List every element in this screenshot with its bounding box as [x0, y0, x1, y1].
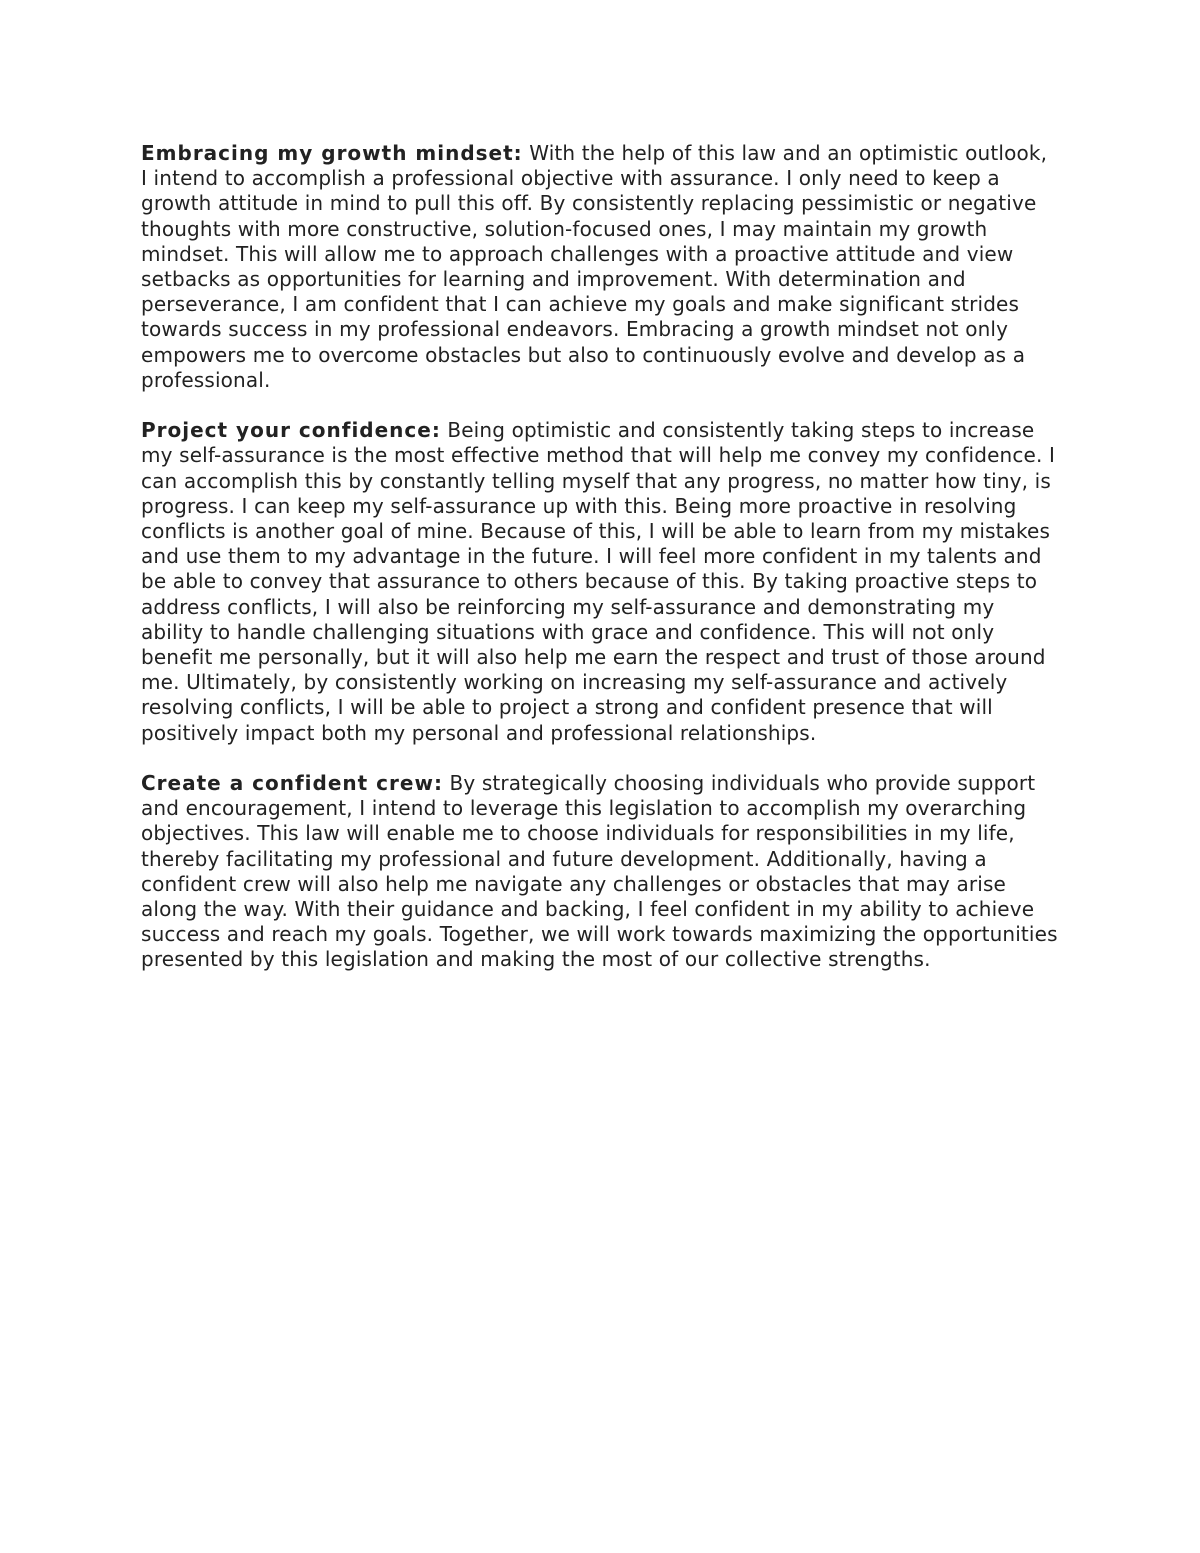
paragraph-confident-crew [141, 771, 1059, 973]
document-body [141, 141, 1059, 998]
paragraph-heading: Embracing my growth mindset: [141, 141, 523, 165]
paragraph-text: By strategically choosing individuals who provide support and encouragement, I intend to leverage this legislation to accomplish my overarching objectives. This law will enable me to choose individuals for responsibilities in my life, thereby facilitating my professional and future development. Additionally, having a confident crew will also help me navigate any challenges or obstacles that may arise along the way. With their guidance and backing, I feel confident in my ability to achieve success and reach my goals. Together, we will work towards maximizing the opportunities presented by this legislation and making the most of our collective strengths. [141, 771, 1058, 972]
paragraph-text: With the help of this law and an optimistic outlook, I intend to accomplish a professional objective with assurance. I only need to keep a growth attitude in mind to pull this off. By consistently replacing pessimistic or negative thoughts with more constructive, solution-focused ones, I may maintain my growth mindset. This will allow me to approach challenges with a proactive attitude and view setbacks as opportunities for learning and improvement. With determination and perseverance, I am confident that I can achieve my goals and make significant strides towards success in my professional endeavors. Embracing a growth mindset not only empowers me to overcome obstacles but also to continuously evolve and develop as a professional. [141, 141, 1048, 392]
paragraph-heading: Create a confident crew: [141, 771, 443, 796]
paragraph-heading: Project your confidence: [141, 418, 441, 443]
paragraph-text: Being optimistic and consistently taking steps to increase my self-assurance is the most effective method that will help me convey my confidence. I can accomplish this by constantly telling myself that any progress, no matter how tiny, is progress. I can keep my self-assurance up with this. Being more proactive in resolving conflicts is another goal of mine. Because of this, I will be able to learn from my mistakes and use them to my advantage in the future. I will feel more confident in my talents and be able to convey that assurance to others because of this. By taking proactive steps to address conflicts, I will also be reinforcing my self-assurance and demonstrating my ability to handle challenging situations with grace and confidence. This will not only benefit me personally, but it will also help me earn the respect and trust of those around me. Ultimately, by consistently working on increasing my self-assurance and actively resolving conflicts, I will be able to project a strong and confident presence that will positively impact both my personal and professional relationships. [141, 418, 1056, 745]
paragraph-project-confidence [141, 418, 1059, 746]
paragraph-growth-mindset [141, 141, 1059, 393]
